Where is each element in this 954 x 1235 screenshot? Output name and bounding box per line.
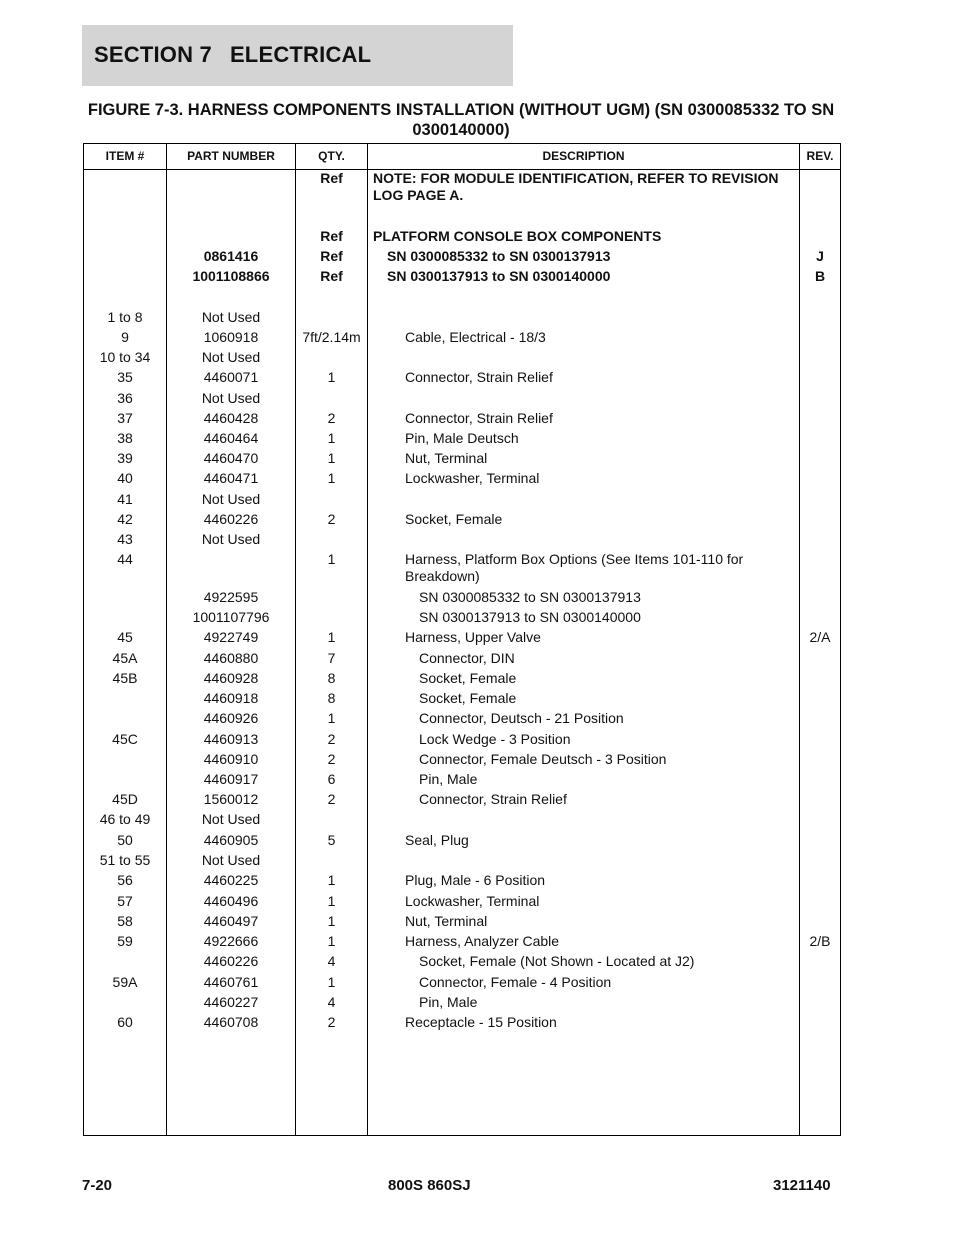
part-number-cell: 4460913 [203,731,259,747]
part-number-cell: Not Used [201,309,261,325]
qty-cell: Ref [320,268,343,284]
qty-cell: 1 [327,551,336,567]
rev-cell: B [814,268,826,284]
qty-cell: Ref [320,170,343,186]
description-cell: Nut, Terminal [405,450,488,466]
header-part-number: PART NUMBER [187,149,275,163]
description-cell: SN 0300137913 to SN 0300140000 [387,268,611,284]
part-number-cell: 1001108866 [192,268,270,284]
item-cell: 1 to 8 [107,309,143,325]
footer-model: 800S 860SJ [388,1177,471,1194]
part-number-cell: 4460464 [203,430,259,446]
part-number-cell: 4460227 [203,994,259,1010]
part-number-cell: Not Used [201,852,261,868]
part-number-cell: 1060918 [203,329,259,345]
qty-cell: Ref [320,248,343,264]
description-cell: SN 0300085332 to SN 0300137913 [419,589,641,605]
qty-cell: 2 [327,511,336,527]
section-name: ELECTRICAL [229,42,372,67]
qty-cell: 4 [327,994,336,1010]
section-header-bar [82,25,513,86]
header-qty: QTY. [318,149,345,163]
header-rev: REV. [806,149,834,163]
item-cell: 43 [117,531,133,547]
footer-page-number: 7-20 [82,1177,113,1194]
item-cell: 60 [117,1014,133,1030]
qty-cell: 2 [327,1014,336,1030]
item-cell: 46 to 49 [99,811,151,827]
qty-cell: 1 [327,470,336,486]
description-cell: Connector, Female - 4 Position [419,974,612,990]
description-cell: Plug, Male - 6 Position [405,872,546,888]
qty-cell: 1 [327,369,336,385]
qty-cell: 8 [327,670,336,686]
part-number-cell: 4460910 [203,751,259,767]
part-number-cell: 4460226 [203,511,259,527]
qty-cell: 1 [327,710,336,726]
item-cell: 35 [117,369,133,385]
description-cell: Connector, Strain Relief [419,791,567,807]
description-cell: Socket, Female [419,670,517,686]
section-title [94,42,371,68]
part-number-cell: 4460428 [203,410,259,426]
part-number-cell: 4460708 [203,1014,259,1030]
part-number-cell: 4922595 [203,589,259,605]
qty-cell: 1 [327,974,336,990]
item-cell: 9 [121,329,129,345]
part-number-cell: 4460880 [203,650,259,666]
description-cell: Lockwasher, Terminal [405,470,540,486]
section-label: SECTION 7 [94,42,212,67]
column-divider [367,144,368,1135]
part-number-cell: 4460905 [203,832,259,848]
part-number-cell: Not Used [201,531,261,547]
item-cell: 44 [117,551,133,567]
part-number-cell: 4460918 [203,690,259,706]
qty-cell: 2 [327,410,336,426]
part-number-cell: Not Used [201,349,261,365]
item-cell: 56 [117,872,133,888]
item-cell: 41 [117,491,133,507]
rev-cell: 2/A [809,629,831,645]
item-cell: 37 [117,410,133,426]
part-number-cell: 1560012 [203,791,259,807]
qty-cell: 8 [327,690,336,706]
item-cell: 39 [117,450,133,466]
parts-table [83,143,841,1136]
item-cell: 36 [117,390,133,406]
qty-cell: 1 [327,430,336,446]
header-description: DESCRIPTION [542,149,625,163]
description-cell: SN 0300085332 to SN 0300137913 [387,248,611,264]
part-number-cell: Not Used [201,390,261,406]
part-number-cell: 0861416 [203,248,259,264]
item-cell: 45A [112,650,138,666]
description-cell: Seal, Plug [405,832,469,848]
description-cell: Socket, Female [419,690,517,706]
part-number-cell: 4922749 [203,629,259,645]
part-number-cell: Not Used [201,491,261,507]
part-number-cell: 4460928 [203,670,259,686]
part-number-cell: 4460225 [203,872,259,888]
qty-cell: 7ft/2.14m [302,329,361,345]
qty-cell: 1 [327,893,336,909]
item-cell: 45B [112,670,138,686]
qty-cell: 1 [327,913,336,929]
description-cell: Pin, Male [419,994,478,1010]
figure-title: FIGURE 7-3. HARNESS COMPONENTS INSTALLATION (WITHOUT UGM) (SN 0300085332 TO SN 0300140000) [87,101,835,139]
qty-cell: 1 [327,872,336,888]
description-cell: Connector, Female Deutsch - 3 Position [419,751,667,767]
item-cell: 58 [117,913,133,929]
item-cell: 59A [112,974,138,990]
part-number-cell: 4460917 [203,771,259,787]
qty-cell: 2 [327,731,336,747]
description-cell: Socket, Female [405,511,503,527]
description-cell: Connector, DIN [419,650,515,666]
item-cell: 42 [117,511,133,527]
description-cell: Nut, Terminal [405,913,488,929]
part-number-cell: 4460926 [203,710,259,726]
part-number-cell: 4460496 [203,893,259,909]
description-cell: Pin, Male [419,771,478,787]
description-cell: SN 0300137913 to SN 0300140000 [419,609,641,625]
qty-cell: 6 [327,771,336,787]
header-item: ITEM # [105,149,145,163]
qty-cell: 5 [327,832,336,848]
part-number-cell: 4460471 [203,470,259,486]
part-number-cell: 4460497 [203,913,259,929]
item-cell: 50 [117,832,133,848]
description-cell: Harness, Analyzer Cable [405,933,560,949]
description-cell: Connector, Strain Relief [405,410,553,426]
item-cell: 45D [112,791,138,807]
description-cell: Harness, Platform Box Options (See Items 101-110 for Breakdown) [405,551,744,584]
part-number-cell: Not Used [201,811,261,827]
part-number-cell: 4460071 [203,369,259,385]
qty-cell: 4 [327,953,336,969]
item-cell: 51 to 55 [99,852,151,868]
qty-cell: 1 [327,629,336,645]
qty-cell: 1 [327,933,336,949]
footer-doc-number: 3121140 [773,1177,831,1194]
item-cell: 40 [117,470,133,486]
part-number-cell: 4460470 [203,450,259,466]
description-cell: Harness, Upper Valve [405,629,541,645]
rev-cell: J [816,248,824,264]
description-cell: Cable, Electrical - 18/3 [405,329,546,345]
description-cell: Lockwasher, Terminal [405,893,540,909]
description-cell: Lock Wedge - 3 Position [419,731,571,747]
description-cell: Receptacle - 15 Position [405,1014,557,1030]
part-number-cell: 4460761 [203,974,259,990]
description-cell: PLATFORM CONSOLE BOX COMPONENTS [373,228,662,244]
item-cell: 57 [117,893,133,909]
part-number-cell: 4922666 [203,933,259,949]
item-cell: 38 [117,430,133,446]
qty-cell: 7 [327,650,336,666]
qty-cell: 2 [327,751,336,767]
description-cell: Connector, Strain Relief [405,369,553,385]
description-cell: Pin, Male Deutsch [405,430,519,446]
description-cell: Connector, Deutsch - 21 Position [419,710,624,726]
qty-cell: 2 [327,791,336,807]
part-number-cell: 1001107796 [192,609,270,625]
item-cell: 45 [117,629,133,645]
item-cell: 59 [117,933,133,949]
part-number-cell: 4460226 [203,953,259,969]
item-cell: 10 to 34 [99,349,151,365]
qty-cell: Ref [320,228,343,244]
qty-cell: 1 [327,450,336,466]
description-cell: NOTE: FOR MODULE IDENTIFICATION, REFER TO REVISION LOG PAGE A. [373,170,779,203]
item-cell: 45C [112,731,138,747]
description-cell: Socket, Female (Not Shown - Located at J2) [419,953,695,969]
rev-cell: 2/B [809,933,831,949]
